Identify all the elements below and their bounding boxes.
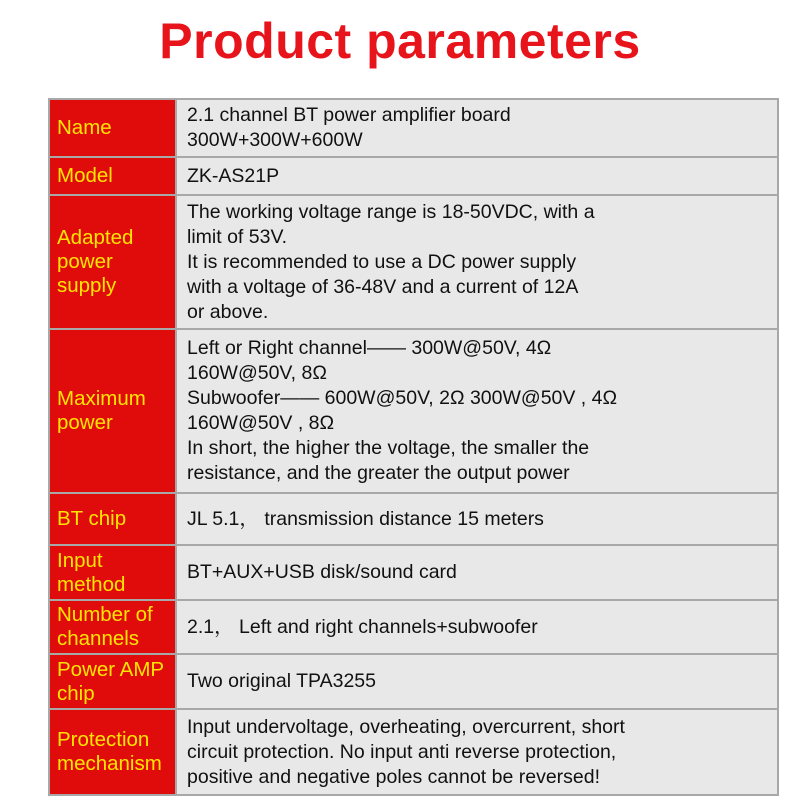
value-line: 2.1， Left and right channels+subwoofer: [187, 615, 538, 638]
row-label: [50, 601, 177, 653]
row-label: [50, 330, 177, 492]
value-line: or above.: [187, 300, 269, 323]
value-line: resistance, and the greater the output power: [187, 462, 570, 484]
value-line: with a voltage of 36-48V and a current of 12A: [187, 275, 579, 298]
label-line: Protection: [57, 728, 150, 751]
row-label: [50, 158, 177, 194]
table-row-bt-chip: [50, 494, 779, 546]
value-line: BT+AUX+USB disk/sound card: [187, 561, 457, 583]
value-line: 160W@50V, 8Ω: [187, 362, 327, 384]
value-line: 300W+300W+600W: [187, 129, 363, 151]
table-row-number-of-channels: [50, 601, 779, 655]
row-label: [50, 494, 177, 544]
row-value: [177, 710, 779, 794]
row-value: [177, 655, 779, 708]
label-line: Name: [57, 116, 112, 139]
label-line: power: [57, 250, 113, 273]
label-line: method: [57, 572, 126, 596]
value-line: ZK-AS21P: [187, 164, 280, 187]
row-label: [50, 710, 177, 794]
value-line: circuit protection. No input anti reverse protection,: [187, 740, 617, 763]
label-line: Adapted: [57, 226, 134, 249]
label-line: Power AMP: [57, 657, 165, 681]
label-line: power: [57, 411, 113, 434]
value-line: Left or Right channel—— 300W@50V, 4Ω: [187, 337, 552, 359]
row-label: [50, 546, 177, 599]
row-value: [177, 330, 779, 492]
table-row-protection-mechanism: [50, 710, 779, 796]
value-line: It is recommended to use a DC power supply: [187, 250, 577, 273]
value-line: The working voltage range is 18-50VDC, with a: [187, 200, 595, 223]
row-value: [177, 546, 779, 599]
label-line: Input: [57, 548, 103, 572]
label-line: Model: [57, 164, 113, 187]
label-line: Number of: [57, 603, 153, 626]
row-value: [177, 158, 779, 194]
label-line: chip: [57, 681, 95, 705]
value-line: Input undervoltage, overheating, overcurrent, short: [187, 715, 625, 738]
table-row-adapted-power-supply: [50, 196, 779, 330]
label-line: supply: [57, 274, 117, 297]
label-line: channels: [57, 627, 140, 650]
value-line: Two original TPA3255: [187, 670, 376, 692]
label-line: Maximum: [57, 387, 146, 410]
row-label: [50, 100, 177, 156]
value-line: JL 5.1， transmission distance 15 meters: [187, 507, 544, 530]
table-row-name: [50, 100, 779, 158]
value-line: limit of 53V.: [187, 225, 288, 248]
table-row-maximum-power: [50, 330, 779, 494]
value-line: Subwoofer—— 600W@50V, 2Ω 300W@50V , 4Ω: [187, 387, 618, 409]
page-title: Product parameters: [159, 13, 641, 69]
row-value: [177, 601, 779, 653]
row-label: [50, 196, 177, 328]
value-line: 2.1 channel BT power amplifier board: [187, 104, 511, 126]
label-line: mechanism: [57, 752, 162, 775]
value-line: positive and negative poles cannot be reversed!: [187, 765, 601, 788]
table-row-input-method: [50, 546, 779, 601]
row-value: [177, 196, 779, 328]
label-line: BT chip: [57, 507, 127, 530]
table-row-model: [50, 158, 779, 196]
row-value: [177, 494, 779, 544]
row-value: [177, 100, 779, 156]
value-line: 160W@50V , 8Ω: [187, 412, 335, 434]
table-row-power-amp-chip: [50, 655, 779, 710]
parameters-table: [48, 98, 779, 796]
value-line: In short, the higher the voltage, the smaller the: [187, 437, 590, 459]
row-label: [50, 655, 177, 708]
